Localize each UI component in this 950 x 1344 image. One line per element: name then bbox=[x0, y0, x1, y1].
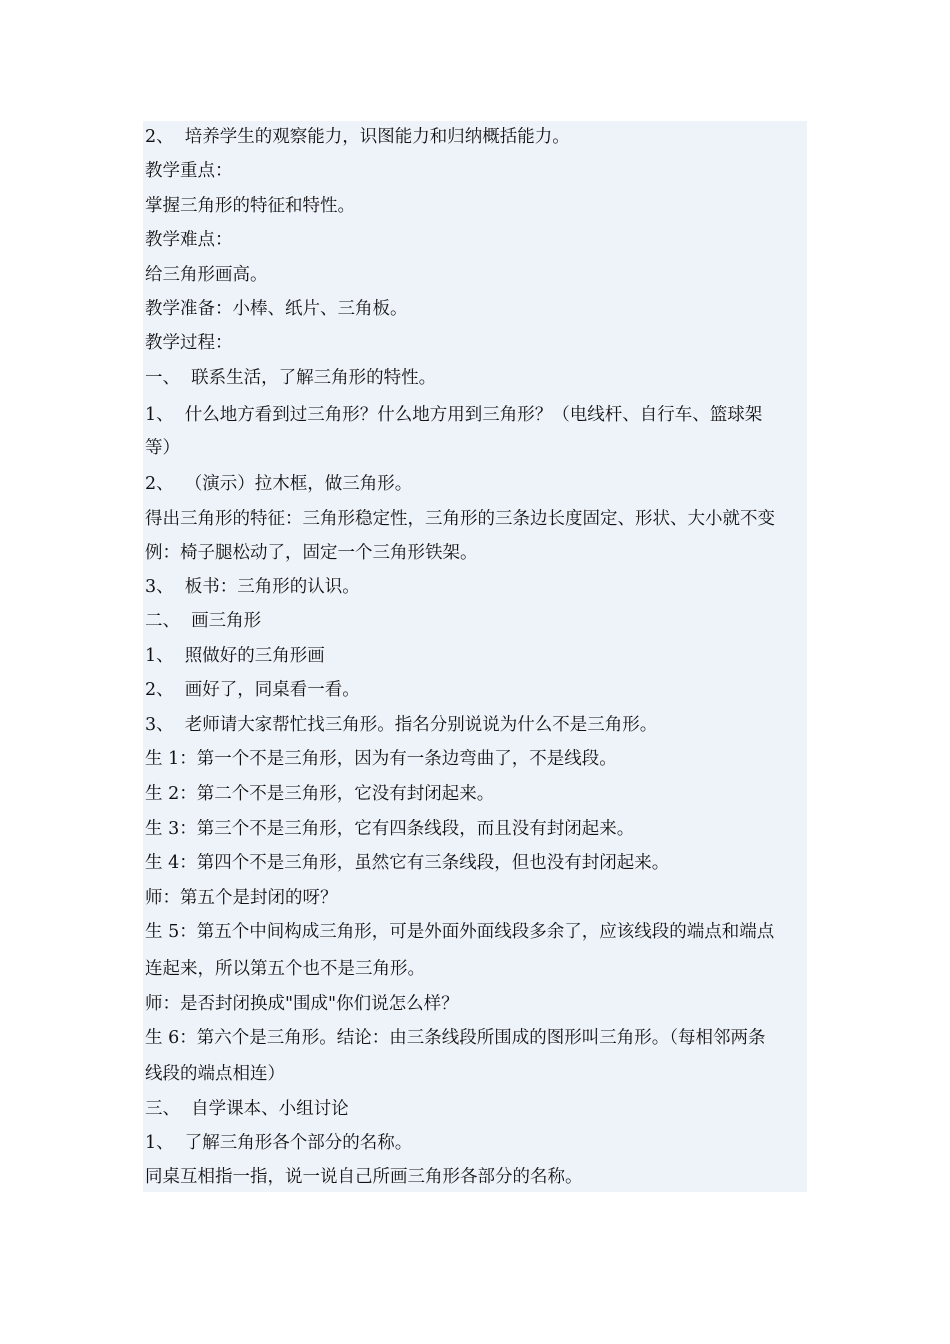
text-line: 等） bbox=[145, 438, 180, 458]
text-line: 连起来，所以第五个也不是三角形。 bbox=[145, 959, 425, 979]
text-line: 生 4：第四个不是三角形，虽然它有三条线段，但也没有封闭起来。 bbox=[145, 853, 670, 873]
text-line: 1、 了解三角形各个部分的名称。 bbox=[145, 1133, 413, 1153]
text-line: 2、 （演示）拉木框，做三角形。 bbox=[145, 474, 413, 494]
text-line: 教学难点： bbox=[145, 230, 233, 250]
text-line: 2、 画好了，同桌看一看。 bbox=[145, 680, 360, 700]
text-line: 师：是否封闭换成"围成"你们说怎么样？ bbox=[145, 994, 459, 1014]
text-line: 生 2：第二个不是三角形，它没有封闭起来。 bbox=[145, 784, 495, 804]
text-line: 生 1：第一个不是三角形，因为有一条边弯曲了，不是线段。 bbox=[145, 749, 617, 769]
text-line: 1、 照做好的三角形画 bbox=[145, 646, 325, 666]
text-line: 3、 板书：三角形的认识。 bbox=[145, 577, 360, 597]
text-line: 2、 培养学生的观察能力，识图能力和归纳概括能力。 bbox=[145, 127, 570, 147]
text-line: 掌握三角形的特征和特性。 bbox=[145, 196, 355, 216]
text-line: 生 3：第三个不是三角形，它有四条线段，而且没有封闭起来。 bbox=[145, 819, 635, 839]
text-line: 教学重点： bbox=[145, 161, 233, 181]
text-line: 生 6：第六个是三角形。结论：由三条线段所围成的图形叫三角形。（每相邻两条 bbox=[145, 1028, 766, 1048]
text-line: 同桌互相指一指，说一说自己所画三角形各部分的名称。 bbox=[145, 1167, 583, 1187]
text-line: 1、 什么地方看到过三角形？什么地方用到三角形？（电线杆、自行车、篮球架 bbox=[145, 405, 763, 425]
text-line: 给三角形画高。 bbox=[145, 265, 268, 285]
text-line: 三、 自学课本、小组讨论 bbox=[145, 1099, 349, 1119]
text-line: 例：椅子腿松动了，固定一个三角形铁架。 bbox=[145, 543, 478, 563]
text-line: 一、 联系生活，了解三角形的特性。 bbox=[145, 368, 437, 388]
text-line: 得出三角形的特征：三角形稳定性，三角形的三条边长度固定、形状、大小就不变 bbox=[145, 509, 775, 529]
text-line: 二、 画三角形 bbox=[145, 611, 262, 631]
text-line: 3、 老师请大家帮忙找三角形。指名分别说说为什么不是三角形。 bbox=[145, 715, 658, 735]
document-page bbox=[143, 121, 807, 1192]
text-line: 线段的端点相连） bbox=[145, 1064, 285, 1084]
text-line: 教学准备：小棒、纸片、三角板。 bbox=[145, 299, 408, 319]
text-line: 师：第五个是封闭的呀？ bbox=[145, 888, 338, 908]
text-line: 生 5：第五个中间构成三角形，可是外面外面线段多余了，应该线段的端点和端点 bbox=[145, 922, 775, 942]
text-line: 教学过程： bbox=[145, 333, 233, 353]
